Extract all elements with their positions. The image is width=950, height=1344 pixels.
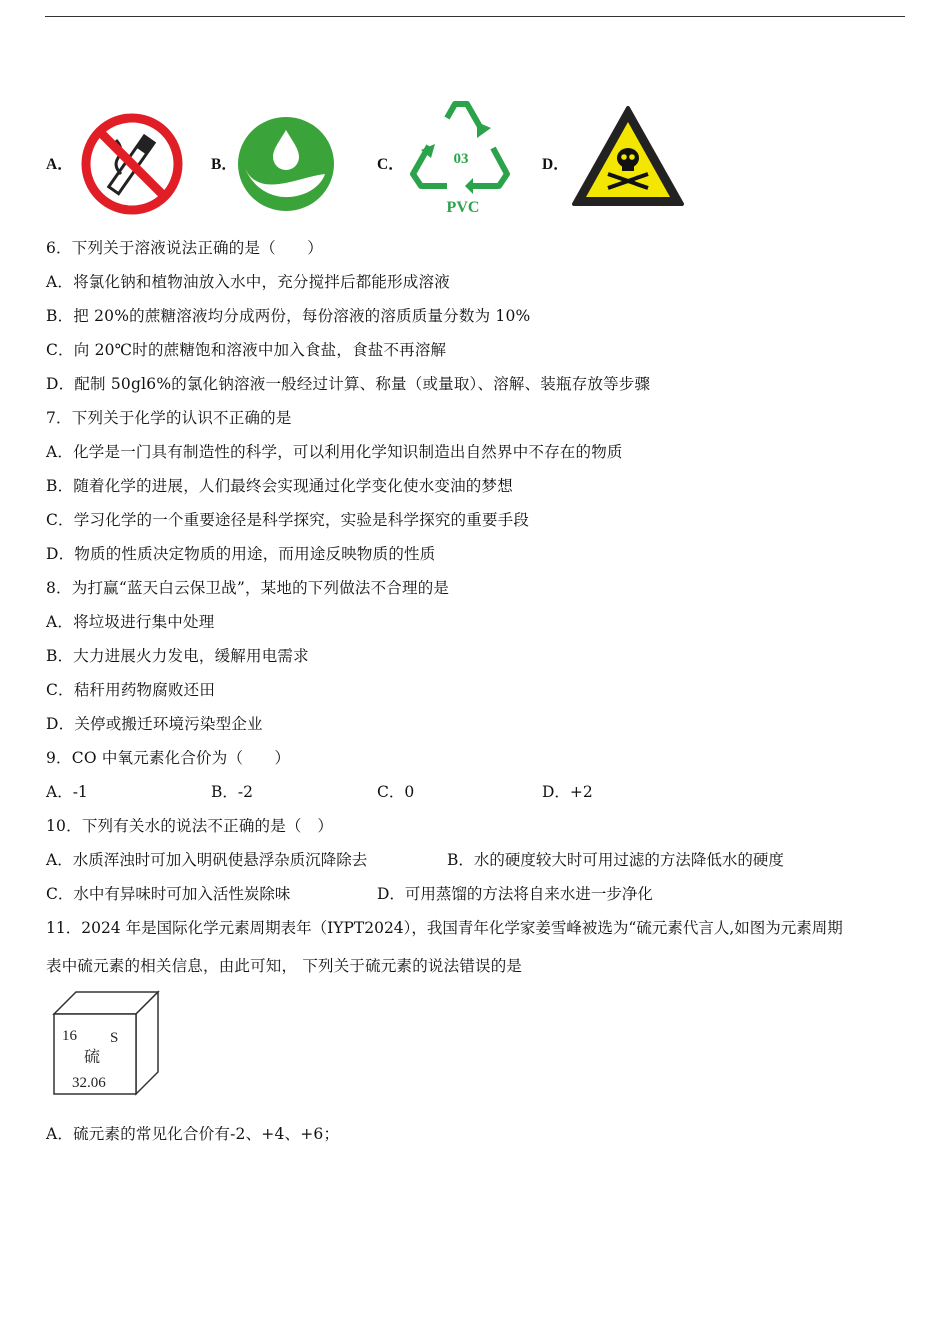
element-name: 硫 xyxy=(84,1049,101,1066)
q7-option-a: A．化学是一门具有制造性的科学，可以利用化学知识制造出自然界中不存在的物质 xyxy=(46,443,623,461)
option-a-label: A． xyxy=(46,156,73,173)
q10-option-b: B．水的硬度较大时可用过滤的方法降低水的硬度 xyxy=(447,851,784,869)
q9-option-c: C．0 xyxy=(377,783,415,801)
q8-option-b: B．大力进展火力发电，缓解用电需求 xyxy=(46,647,309,665)
q9-option-b: B．-2 xyxy=(211,783,253,801)
q6-stem: 6．下列关于溶液说法正确的是（ ） xyxy=(46,239,323,257)
q9-option-d: D．+2 xyxy=(542,783,593,801)
no-smoking-sign-icon xyxy=(78,110,186,218)
option-b-label: B． xyxy=(211,156,237,173)
element-symbol: S xyxy=(110,1030,119,1046)
q11-option-a: A．硫元素的常见化合价有-2、+4、+6； xyxy=(46,1125,340,1143)
q8-option-d: D．关停或搬迁环境污染型企业 xyxy=(46,715,263,733)
q6-option-c: C．向 20℃时的蔗糖饱和溶液中加入食盐，食盐不再溶解 xyxy=(46,341,447,359)
recycling-pvc-icon xyxy=(407,98,515,218)
q8-option-a: A．将垃圾进行集中处理 xyxy=(46,613,215,631)
q6-option-d: D．配制 50gl6%的氯化钠溶液一般经过计算、称量（或量取）、溶解、装瓶存放等步骤 xyxy=(46,375,651,393)
sulfur-element-card xyxy=(50,990,162,1098)
q9-option-a: A．-1 xyxy=(46,783,88,801)
recycling-pvc-text: PVC xyxy=(446,199,480,216)
water-saving-logo-icon xyxy=(237,116,335,212)
q10-stem: 10．下列有关水的说法不正确的是（ ） xyxy=(46,817,334,835)
q8-stem: 8．为打赢“蓝天白云保卫战”，某地的下列做法不合理的是 xyxy=(46,579,450,597)
element-atomic-number: 16 xyxy=(62,1028,77,1044)
q6-option-b: B．把 20%的蔗糖溶液均分成两份，每份溶液的溶质质量分数为 10% xyxy=(46,307,531,325)
q7-option-b: B．随着化学的进展，人们最终会实现通过化学变化使水变油的梦想 xyxy=(46,477,513,495)
q9-stem: 9．CO 中氧元素化合价为（ ） xyxy=(46,749,291,767)
q7-option-c: C．学习化学的一个重要途径是科学探究，实验是科学探究的重要手段 xyxy=(46,511,530,529)
q8-option-c: C．秸秆用药物腐败还田 xyxy=(46,681,216,699)
q10-option-d: D．可用蒸馏的方法将自来水进一步净化 xyxy=(377,885,653,903)
q7-option-d: D．物质的性质决定物质的用途，而用途反映物质的性质 xyxy=(46,545,436,563)
option-c-label: C． xyxy=(377,156,404,173)
recycling-code: 03 xyxy=(453,151,469,167)
header-rule xyxy=(45,16,905,17)
toxic-warning-icon xyxy=(570,104,686,208)
option-d-label: D． xyxy=(542,156,569,173)
element-atomic-mass: 32.06 xyxy=(72,1075,106,1091)
q10-option-c: C．水中有异味时可加入活性炭除味 xyxy=(46,885,291,903)
q7-stem: 7．下列关于化学的认识不正确的是 xyxy=(46,409,292,427)
q11-stem-line1: 11．2024 年是国际化学元素周期表年（IYPT2024），我国青年化学家姜雪峰被选为“硫元素代言人,如图为元素周期 xyxy=(46,919,843,937)
q10-option-a: A．水质浑浊时可加入明矾使悬浮杂质沉降除去 xyxy=(46,851,368,869)
q11-stem-line2: 表中硫元素的相关信息，由此可知， 下列关于硫元素的说法错误的是 xyxy=(46,957,523,975)
q6-option-a: A．将氯化钠和植物油放入水中，充分搅拌后都能形成溶液 xyxy=(46,273,450,291)
